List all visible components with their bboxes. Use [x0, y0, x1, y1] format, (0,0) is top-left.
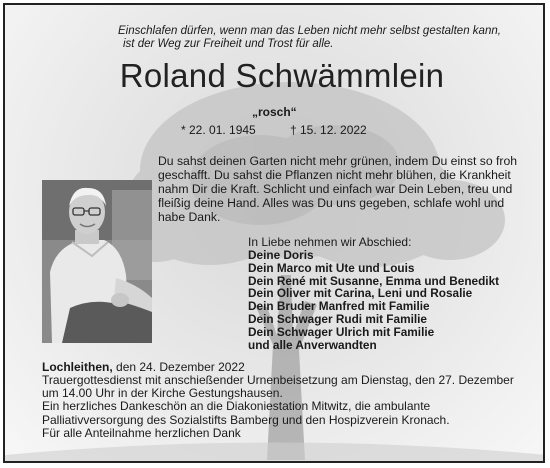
funeral-service-text: Trauergottesdienst mit anschießender Urnenbeisetzung am Dienstag, den 27. Dezember um 14.00 Uhr in der Kirche Gestungshausen. [42, 373, 514, 401]
place-date-line [42, 360, 245, 374]
place-name: Lochleithen, [42, 360, 113, 374]
mourner-item: Deine Doris [248, 248, 314, 262]
mourner-item: Dein Bruder Manfred mit Familie [248, 299, 430, 314]
mourner-item: Dein Marco mit Ute und Louis [248, 260, 415, 275]
obituary-notice [3, 3, 545, 463]
mourner-item: und alle Anverwandten [248, 337, 377, 352]
thanks-text: Ein herzliches Dankeschön an die Diakoniestation Mitwitz, die ambulante Palliativversorgung des Sozialstifts Bamberg und den Hospizverein Kronach. [42, 399, 450, 427]
portrait-figure-graphic [42, 180, 152, 343]
mourner-item: Dein René mit Susanne, Emma und Benedikt [248, 273, 500, 288]
service-information [42, 374, 532, 440]
notice-date: den 24. Dezember 2022 [116, 360, 245, 374]
deceased-nickname: „rosch“ [252, 105, 297, 119]
portrait-photo [42, 180, 152, 343]
poem-text: Du sahst deinen Garten nicht mehr grünen, indem Du einst so froh geschafft. Du sahst die Pflanzen nicht mehr blühen, die Krankheit nahm Dir die Kraft. Schlicht und einfach war Dein Leben, treu und fleißig deine Hand. Alles was Du uns gegeben, schlafe wohl und habe Dank. [158, 154, 518, 224]
motto-line-1: Einschlafen dürfen, wenn man das Leben nicht mehr selbst gestalten kann, [118, 25, 501, 37]
deceased-name: Roland Schwämmlein [119, 57, 445, 94]
birth-date: * 22. 01. 1945 [181, 123, 256, 137]
mourners-list [248, 249, 499, 351]
mourner-item: Dein Schwager Rudi mit Familie [248, 311, 427, 326]
motto-line-2: ist der Weg zur Freiheit und Trost für alle. [123, 38, 334, 50]
closing-text: Für alle Anteilnahme herzlichen Dank [42, 425, 241, 440]
mourner-item: Dein Oliver mit Carina, Leni und Rosalie [248, 286, 473, 301]
death-date: † 15. 12. 2022 [290, 123, 367, 137]
farewell-intro: In Liebe nehmen wir Abschied: [248, 235, 412, 249]
mourner-item: Dein Schwager Ulrich mit Familie [248, 324, 435, 339]
